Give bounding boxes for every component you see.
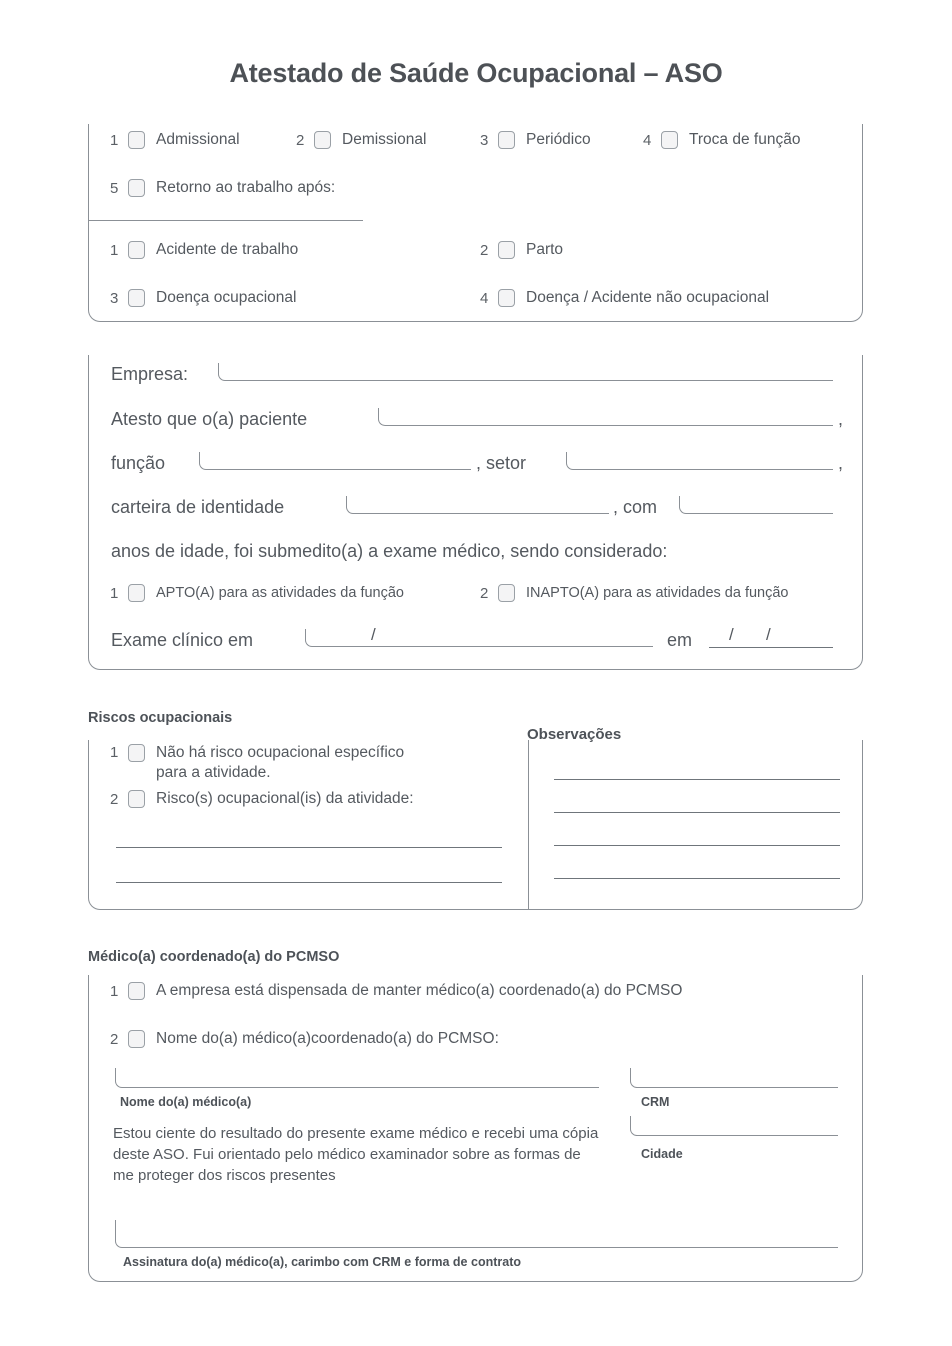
option-number: 2 bbox=[110, 1030, 119, 1048]
option-label: Admissional bbox=[156, 131, 240, 148]
option-label: Periódico bbox=[526, 131, 591, 148]
option-label: A empresa está dispensada de manter médico(a) coordenado(a) do PCMSO bbox=[156, 982, 683, 999]
option-number: 1 bbox=[110, 982, 119, 1000]
date-slash-1: / bbox=[729, 625, 734, 644]
return-reason-option-1[interactable] bbox=[110, 241, 298, 259]
option-number: 3 bbox=[480, 131, 489, 149]
patient-name-input[interactable] bbox=[378, 408, 833, 426]
option-label: Doença / Acidente não ocupacional bbox=[526, 289, 770, 306]
crm-input[interactable] bbox=[630, 1068, 838, 1088]
observation-line-3[interactable] bbox=[554, 845, 840, 846]
with-label: , com bbox=[613, 497, 658, 517]
option-number: 2 bbox=[110, 790, 119, 808]
exam-date-input[interactable] bbox=[709, 647, 833, 648]
pcmso-heading: Médico(a) coordenado(a) do PCMSO bbox=[88, 949, 340, 965]
option-number: 1 bbox=[110, 744, 119, 761]
city-label: Cidade bbox=[641, 1147, 683, 1161]
checkbox-retorno-ao-trabalho[interactable] bbox=[128, 179, 145, 197]
checkbox-demissional[interactable] bbox=[314, 131, 331, 149]
option-number: 1 bbox=[110, 131, 119, 149]
option-number: 1 bbox=[110, 584, 119, 602]
checkbox-empresa-dispensada[interactable] bbox=[128, 982, 145, 1000]
patient-label: Atesto que o(a) paciente bbox=[111, 409, 308, 429]
option-number: 2 bbox=[296, 131, 305, 149]
option-label: Retorno ao trabalho após: bbox=[156, 179, 336, 196]
city-input[interactable] bbox=[630, 1116, 838, 1136]
checkbox-doenca-ocupacional[interactable] bbox=[128, 289, 145, 307]
exam-type-option-4[interactable] bbox=[643, 131, 800, 149]
exam-clinic-input[interactable] bbox=[305, 629, 653, 647]
exam-type-option-1[interactable] bbox=[110, 131, 240, 149]
company-label: Empresa: bbox=[111, 364, 189, 384]
doctor-name-input[interactable] bbox=[115, 1068, 599, 1088]
company-input[interactable] bbox=[218, 363, 833, 381]
return-reason-option-2[interactable] bbox=[480, 241, 563, 259]
observation-line-4[interactable] bbox=[554, 878, 840, 879]
option-label-line1: Não há risco ocupacional específico bbox=[156, 744, 405, 761]
option-label: Troca de função bbox=[689, 131, 801, 148]
date-slash-2: / bbox=[766, 625, 771, 644]
observation-line-2[interactable] bbox=[554, 812, 840, 813]
option-number: 4 bbox=[643, 131, 652, 149]
risks-heading: Riscos ocupacionais bbox=[88, 710, 233, 726]
checkbox-inapto[interactable] bbox=[498, 584, 515, 602]
patient-comma: , bbox=[838, 409, 844, 429]
checkbox-nome-medico-coordenador[interactable] bbox=[128, 1030, 145, 1048]
pcmso-option-2[interactable] bbox=[110, 1030, 499, 1048]
em-label: em bbox=[667, 630, 693, 650]
checkbox-parto[interactable] bbox=[498, 241, 515, 259]
option-label-line2: para a atividade. bbox=[156, 764, 271, 781]
option-label: Parto bbox=[526, 241, 564, 258]
checkbox-doenca-acidente-nao-ocupacional[interactable] bbox=[498, 289, 515, 307]
option-label: Acidente de trabalho bbox=[156, 241, 299, 258]
option-number: 2 bbox=[480, 584, 489, 602]
acknowledgement-text: Estou ciente do resultado do presente exame médico e recebi uma cópia deste ASO. Fui orientado pelo médico examinador sobre as formas de me proteger dos riscos presentes bbox=[113, 1125, 599, 1184]
doctor-name-label: Nome do(a) médico(a) bbox=[120, 1095, 252, 1109]
fitness-option-inapto[interactable] bbox=[480, 584, 788, 602]
option-number: 1 bbox=[110, 241, 119, 259]
risk-line-2[interactable] bbox=[116, 882, 502, 883]
exam-date-label: Exame clínico em bbox=[111, 630, 254, 650]
identity-card-label: carteira de identidade bbox=[111, 497, 285, 517]
observations-heading: Observações bbox=[527, 726, 622, 743]
option-number: 2 bbox=[480, 241, 489, 259]
option-number: 5 bbox=[110, 179, 119, 197]
option-number: 4 bbox=[480, 289, 489, 307]
checkbox-com-risco-ocupacional[interactable] bbox=[128, 790, 145, 808]
page-title: Atestado de Saúde Ocupacional – ASO bbox=[229, 58, 723, 88]
option-label: INAPTO(A) para as atividades da função bbox=[526, 585, 789, 601]
option-label: Doença ocupacional bbox=[156, 289, 297, 306]
checkbox-apto[interactable] bbox=[128, 584, 145, 602]
sector-comma: , bbox=[838, 453, 844, 473]
sector-label: , setor bbox=[476, 453, 527, 473]
role-input[interactable] bbox=[199, 452, 471, 470]
checkbox-troca-de-funcao[interactable] bbox=[661, 131, 678, 149]
option-label: APTO(A) para as atividades da função bbox=[156, 585, 404, 601]
observation-line-1[interactable] bbox=[554, 779, 840, 780]
signature-label: Assinatura do(a) médico(a), carimbo com CRM e forma de contrato bbox=[123, 1255, 521, 1269]
option-label: Risco(s) ocupacional(is) da atividade: bbox=[156, 790, 414, 807]
pcmso-option-1[interactable] bbox=[110, 982, 682, 1000]
role-label: função bbox=[111, 453, 166, 473]
signature-input[interactable] bbox=[115, 1220, 838, 1248]
risks-observations-divider bbox=[528, 740, 529, 910]
identity-card-input[interactable] bbox=[346, 496, 609, 514]
risk-line-1[interactable] bbox=[116, 847, 502, 848]
sector-input[interactable] bbox=[566, 452, 833, 470]
risk-option-1[interactable] bbox=[110, 743, 456, 783]
option-label: Demissional bbox=[342, 131, 427, 148]
checkbox-admissional[interactable] bbox=[128, 131, 145, 149]
fitness-option-apto[interactable] bbox=[110, 584, 404, 602]
checkbox-acidente-de-trabalho[interactable] bbox=[128, 241, 145, 259]
checkbox-periodico[interactable] bbox=[498, 131, 515, 149]
exam-type-option-2[interactable] bbox=[296, 131, 426, 149]
age-input[interactable] bbox=[679, 496, 833, 514]
option-label: Nome do(a) médico(a)coordenado(a) do PCMSO: bbox=[156, 1030, 499, 1047]
risk-option-2[interactable] bbox=[110, 790, 414, 808]
exam-type-option-5[interactable] bbox=[110, 179, 335, 197]
exam-date-slash: / bbox=[371, 625, 376, 644]
option-number: 3 bbox=[110, 289, 119, 307]
crm-label: CRM bbox=[641, 1095, 670, 1109]
age-sentence: anos de idade, foi submedito(a) a exame médico, sendo considerado: bbox=[111, 541, 668, 561]
return-reason-option-3[interactable] bbox=[110, 289, 296, 307]
checkbox-sem-risco-ocupacional[interactable] bbox=[128, 744, 145, 762]
return-reason-option-4[interactable] bbox=[480, 289, 769, 307]
exam-type-separator bbox=[88, 220, 363, 221]
exam-type-option-3[interactable] bbox=[480, 131, 591, 149]
